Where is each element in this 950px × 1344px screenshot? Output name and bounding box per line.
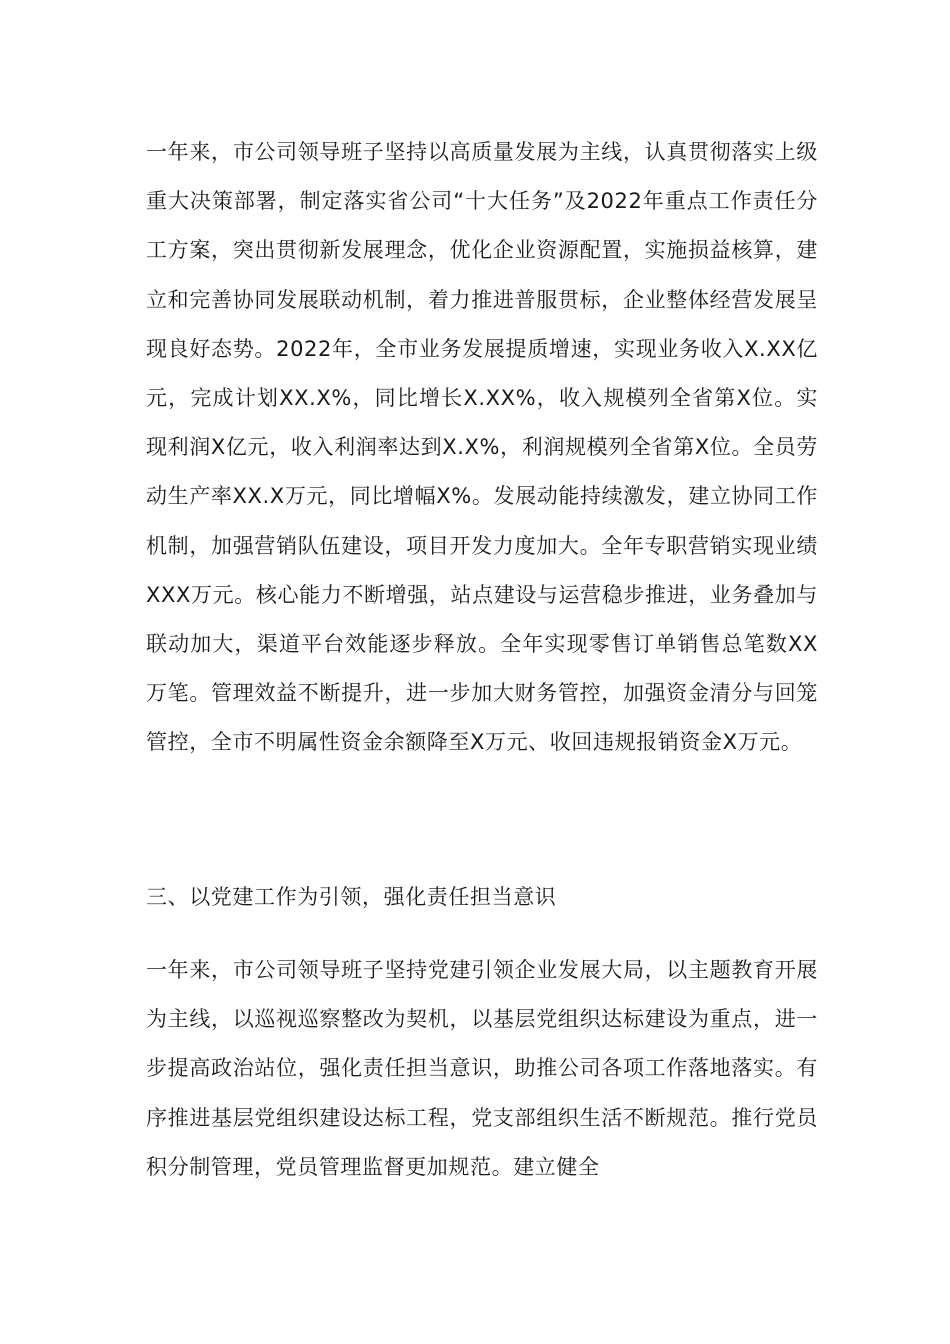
body-paragraph-party-building: 一年来，市公司领导班子坚持党建引领企业发展大局，以主题教育开展为主线，以巡视巡察整改为契机，以基层党组织达标建设为重点，进一步提高政治站位，强化责任担当意识，助推公司各项工作落地落实。有序推进基层党组织建设达标工程，党支部组织生活不断规范。推行党员积分制管理，党员管理监督更加规范。建立健全	[146, 958, 818, 1179]
section-heading: 三、以党建工作为引领，强化责任担当意识	[146, 885, 557, 909]
body-paragraph-performance: 一年来，市公司领导班子坚持以高质量发展为主线，认真贯彻落实上级重大决策部署，制定落实省公司“十大任务”及2022年重点工作责任分工方案，突出贯彻新发展理念，优化企业资源配置，实施损益核算，建立和完善协同发展联动机制，着力推进普服贯标，企业整体经营发展呈现良好态势。2022年，全市业务发展提质增速，实现业务收入X.XX亿元，完成计划XX.X%，同比增长X.XX%，收入规模列全省第X位。实现利润X亿元，收入利润率达到X.X%，利润规模列全省第X位。全员劳动生产率XX.X万元，同比增幅X%。发展动能持续激发，建立协同工作机制，加强营销队伍建设，项目开发力度加大。全年专职营销实现业绩XXX万元。核心能力不断增强，站点建设与运营稳步推进，业务叠加与联动加大，渠道平台效能逐步释放。全年实现零售订单销售总笔数XX万笔。管理效益不断提升，进一步加大财务管控，加强资金清分与回笼管控，全市不明属性资金余额降至X万元、收回违规报销资金X万元。	[146, 140, 818, 755]
